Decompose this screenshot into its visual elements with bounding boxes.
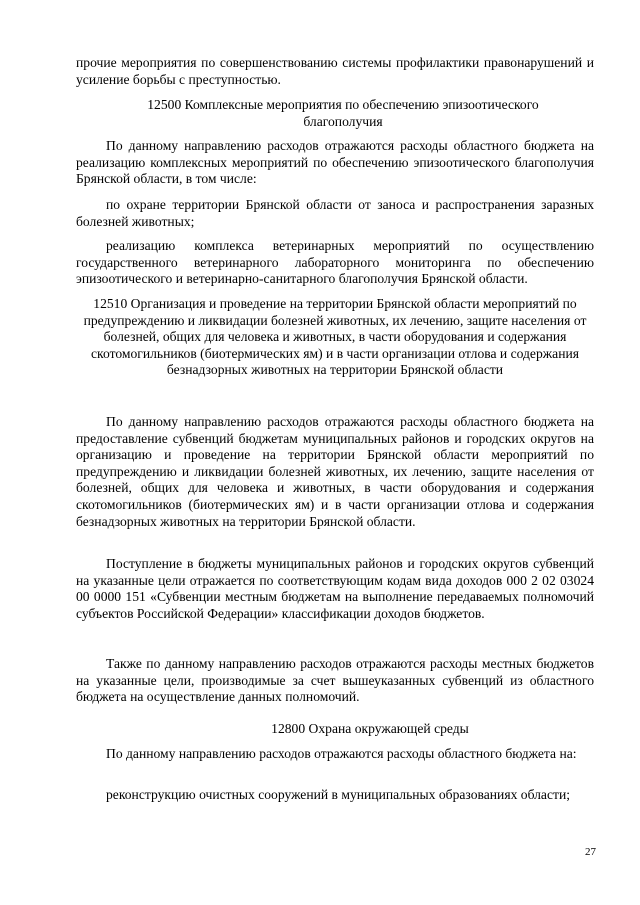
paragraph-12800-intro: По данному направлению расходов отражаются расходы областного бюджета на: [106, 746, 577, 761]
paragraph-12510-subventions: По данному направлению расходов отражаются расходы областного бюджета на предоставление субвенций бюджетам муниципальных районов и городских округов на организацию и проведение на территории Брянской области мероприятий по предупреждению и ликвидации болезней животных, их лечению, защите населения от болезней, общих для человека и животных, в части оборудования и содержания скотомогильников (биотермических ям) и в части организации отлова и содержания безнадзорных животных на территории Брянской области. [76, 414, 594, 529]
paragraph-revenue-codes: Поступление в бюджеты муниципальных районов и городских округов субвенций на указанные цели отражается по соответствующим кодам вида доходов 000 2 02 03024 00 0000 151 «Субвенции местным бюджетам на выполнение передаваемых полномочий субъектов Российской Федерации» классификации доходов бюджетов. [76, 556, 594, 621]
heading-12800: 12800 Охрана окружающей среды [271, 721, 469, 736]
paragraph-local-budgets: Также по данному направлению расходов отражаются расходы местных бюджетов на указанные цели, производимые за счет вышеуказанных субвенций из областного бюджета на осуществление данных полномочий. [76, 656, 594, 705]
heading-12500: 12500 Комплексные мероприятия по обеспечению эпизоотического благополучия [147, 97, 539, 129]
paragraph-crime-prevention: прочие мероприятия по совершенствованию системы профилактики правонарушений и усиление борьбы с преступностью. [76, 55, 594, 87]
page-number: 27 [585, 846, 596, 858]
heading-12510: 12510 Организация и проведение на территории Брянской области мероприятий по предупреждению и ликвидации болезней животных, их лечению, защите населения от болезней, общих для человека и животных, в части оборудования и содержания скотомогильников (биотермических ям) и в части организации отлова и содержания безнадзорных животных на территории Брянской области [83, 296, 587, 378]
paragraph-territory-protection: по охране территории Брянской области от заноса и распространения заразных болезней животных; [76, 197, 594, 229]
paragraph-12500-intro: По данному направлению расходов отражаются расходы областного бюджета на реализацию комплексных мероприятий по обеспечению эпизоотического благополучия Брянской области, в том числе: [76, 138, 594, 187]
paragraph-treatment-facilities: реконструкцию очистных сооружений в муниципальных образованиях области; [106, 787, 570, 802]
paragraph-veterinary-measures: реализацию комплекса ветеринарных мероприятий по осуществлению государственного ветеринарного лабораторного мониторинга по обеспечению эпизоотического и ветеринарно-санитарного благополучия Брянской области. [76, 238, 594, 287]
